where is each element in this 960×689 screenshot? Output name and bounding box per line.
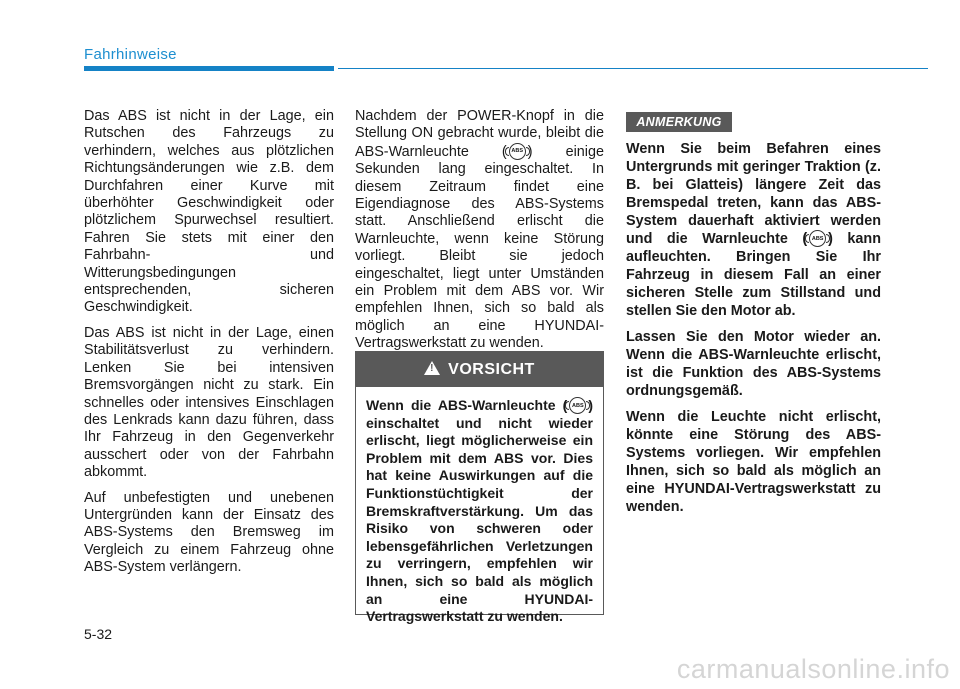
text-fragment: ) kann aufleuchten. Bringen Sie Ihr Fahrzeug in diesem Fall an einer sicheren Stelle zum Stillstand und stellen Sie den Motor ab.: [626, 231, 881, 319]
text-fragment: Wenn die ABS-Warnleuchte (: [366, 397, 568, 413]
column-2: [355, 108, 604, 361]
caution-box: [355, 351, 604, 625]
column-3: [626, 140, 881, 524]
watermark: carmanualsonline.info: [676, 654, 950, 684]
header-rule-thin: [338, 68, 928, 69]
paragraph: Lassen Sie den Motor wieder an. Wenn die ABS-Warnleuchte erlischt, ist die Funktion des ABS-Systems ordnungsgemäß.: [626, 329, 881, 399]
paragraph: Das ABS ist nicht in der Lage, ein Rutschen des Fahrzeugs zu verhindern, welches aus plötzlichen Richtungsänderungen wie z.B. dem Durchfahren einer Kurve mit überhöhter Geschwindigkeit oder plötzlichem Spurwechsel resultiert. Fahren Sie stets mit einer den Fahrbahn- und Witterungsbedingungen entsprechenden, sicheren Geschwindigkeit.: [84, 108, 334, 316]
paragraph: Das ABS ist nicht in der Lage, einen Stabilitätsverlust zu verhindern. Lenken Sie bei intensiven Bremsvorgängen nicht zu stark. Ein schnelles oder intensives Einschlagen des Lenkrads kann dazu führen, dass Ihr Fahrzeug in den Gegenverkehr ausschert oder von der Fahrbahn abkommt.: [84, 324, 334, 481]
warning-triangle-icon: [424, 361, 440, 375]
text-fragment: Wenn Sie beim Befahren eines Untergrunds mit geringer Traktion (z. B. bei Glatteis) längere Zeit das Bremspedal treten, kann das ABS-System dauerhaft aktiviert werden und die Warnleuchte (: [626, 141, 881, 247]
abs-warning-icon: ABS: [509, 143, 526, 160]
note-badge: ANMERKUNG: [626, 112, 732, 132]
caution-text: [356, 387, 603, 626]
caution-header: [356, 352, 603, 387]
text-fragment: ) einige Sekunden lang eingeschaltet. In diesem Zeitraum findet eine Eigendiagnose des ABS-Systems statt. Anschließend erlischt die Warnleuchte, wenn keine Störung vorliegt. Bleibt sie jedoch eingeschaltet, liegt unter Umständen ein Problem mit dem ABS vor. Wir empfehlen Ihnen, sich so bald als möglich an eine HYUNDAI-Vertragswerkstatt zu wenden.: [355, 143, 604, 352]
header-rule-thick: [84, 66, 334, 71]
section-title: Fahrhinweise: [84, 46, 177, 63]
abs-warning-icon: ABS: [569, 397, 586, 414]
text-fragment: Nachdem der POWER-Knopf in die Stellung ON gebracht wurde, bleibt die ABS-Warnleuchte (: [355, 108, 604, 160]
page-number: 5-32: [84, 626, 113, 642]
paragraph: Wenn die Leuchte nicht erlischt, könnte eine Störung des ABS-Systems vorliegen. Wir empfehlen Ihnen, sich so bald als möglich an eine HYUNDAI-Vertragswerkstatt zu wenden.: [626, 409, 881, 515]
paragraph: [626, 140, 881, 320]
caution-heading: VORSICHT: [448, 361, 535, 378]
paragraph: Auf unbefestigten und unebenen Untergründen kann der Einsatz des ABS-Systems den Bremsweg im Vergleich zu einem Fahrzeug ohne ABS-System verlängern.: [84, 489, 334, 576]
text-fragment: ) einschaltet und nicht wieder erlischt, liegt möglicherweise ein Problem mit dem ABS vor. Dies hat keine Auswirkungen auf die Funktionstüchtigkeit der Bremskraftverstärkung. Um das Risiko von schweren oder lebensgefährlichen Verletzungen zu verringern, empfehlen wir Ihnen, sich so bald als möglich an eine HYUNDAI-Vertragswerkstatt zu wenden.: [366, 397, 593, 625]
paragraph: [355, 108, 604, 353]
abs-warning-icon: ABS: [809, 230, 826, 247]
column-1: [84, 108, 334, 585]
